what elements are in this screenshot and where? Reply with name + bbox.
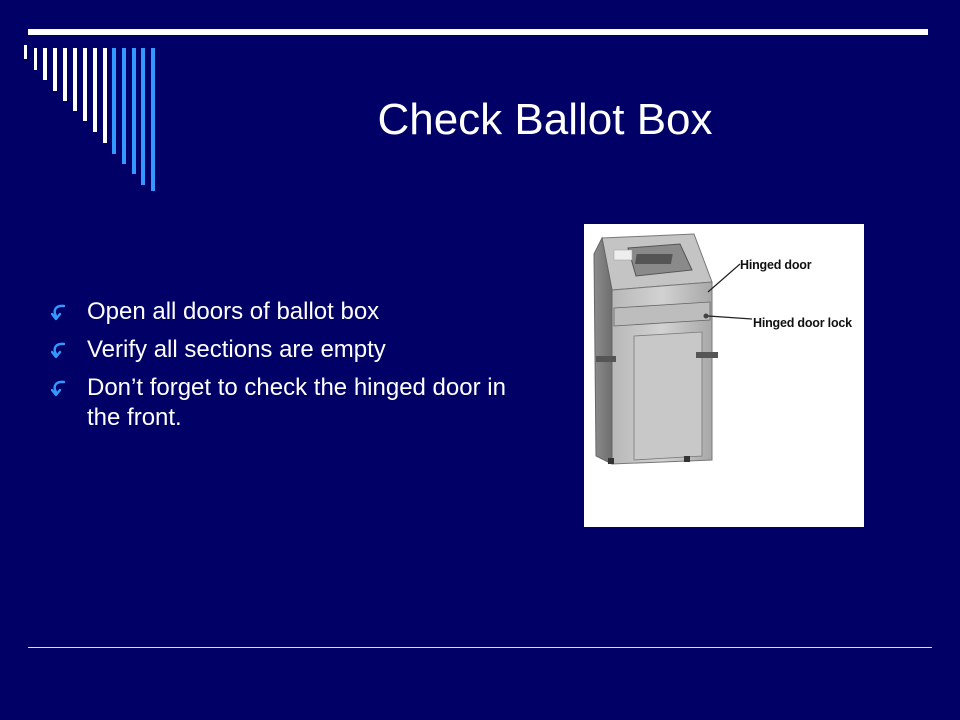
ballot-box-illustration	[584, 224, 864, 527]
bottom-rule	[28, 647, 932, 648]
bullet-text: Verify all sections are empty	[87, 336, 386, 363]
curved-arrow-bullet-icon	[50, 297, 68, 327]
list-item	[50, 335, 520, 365]
bullet-text: Don’t forget to check the hinged door in the front.	[87, 374, 506, 431]
decorative-stripes	[24, 35, 164, 195]
slide-title: Check Ballot Box	[377, 95, 713, 144]
callout-hinged-door: Hinged door	[740, 258, 812, 272]
bullet-text: Open all doors of ballot box	[87, 298, 380, 325]
callout-hinged-door-lock: Hinged door lock	[753, 316, 852, 330]
list-item	[50, 373, 520, 433]
list-item	[50, 297, 520, 327]
curved-arrow-bullet-icon	[50, 335, 68, 365]
bullet-list	[50, 297, 520, 441]
curved-arrow-bullet-icon	[50, 373, 68, 403]
ballot-box-photo	[584, 224, 864, 527]
